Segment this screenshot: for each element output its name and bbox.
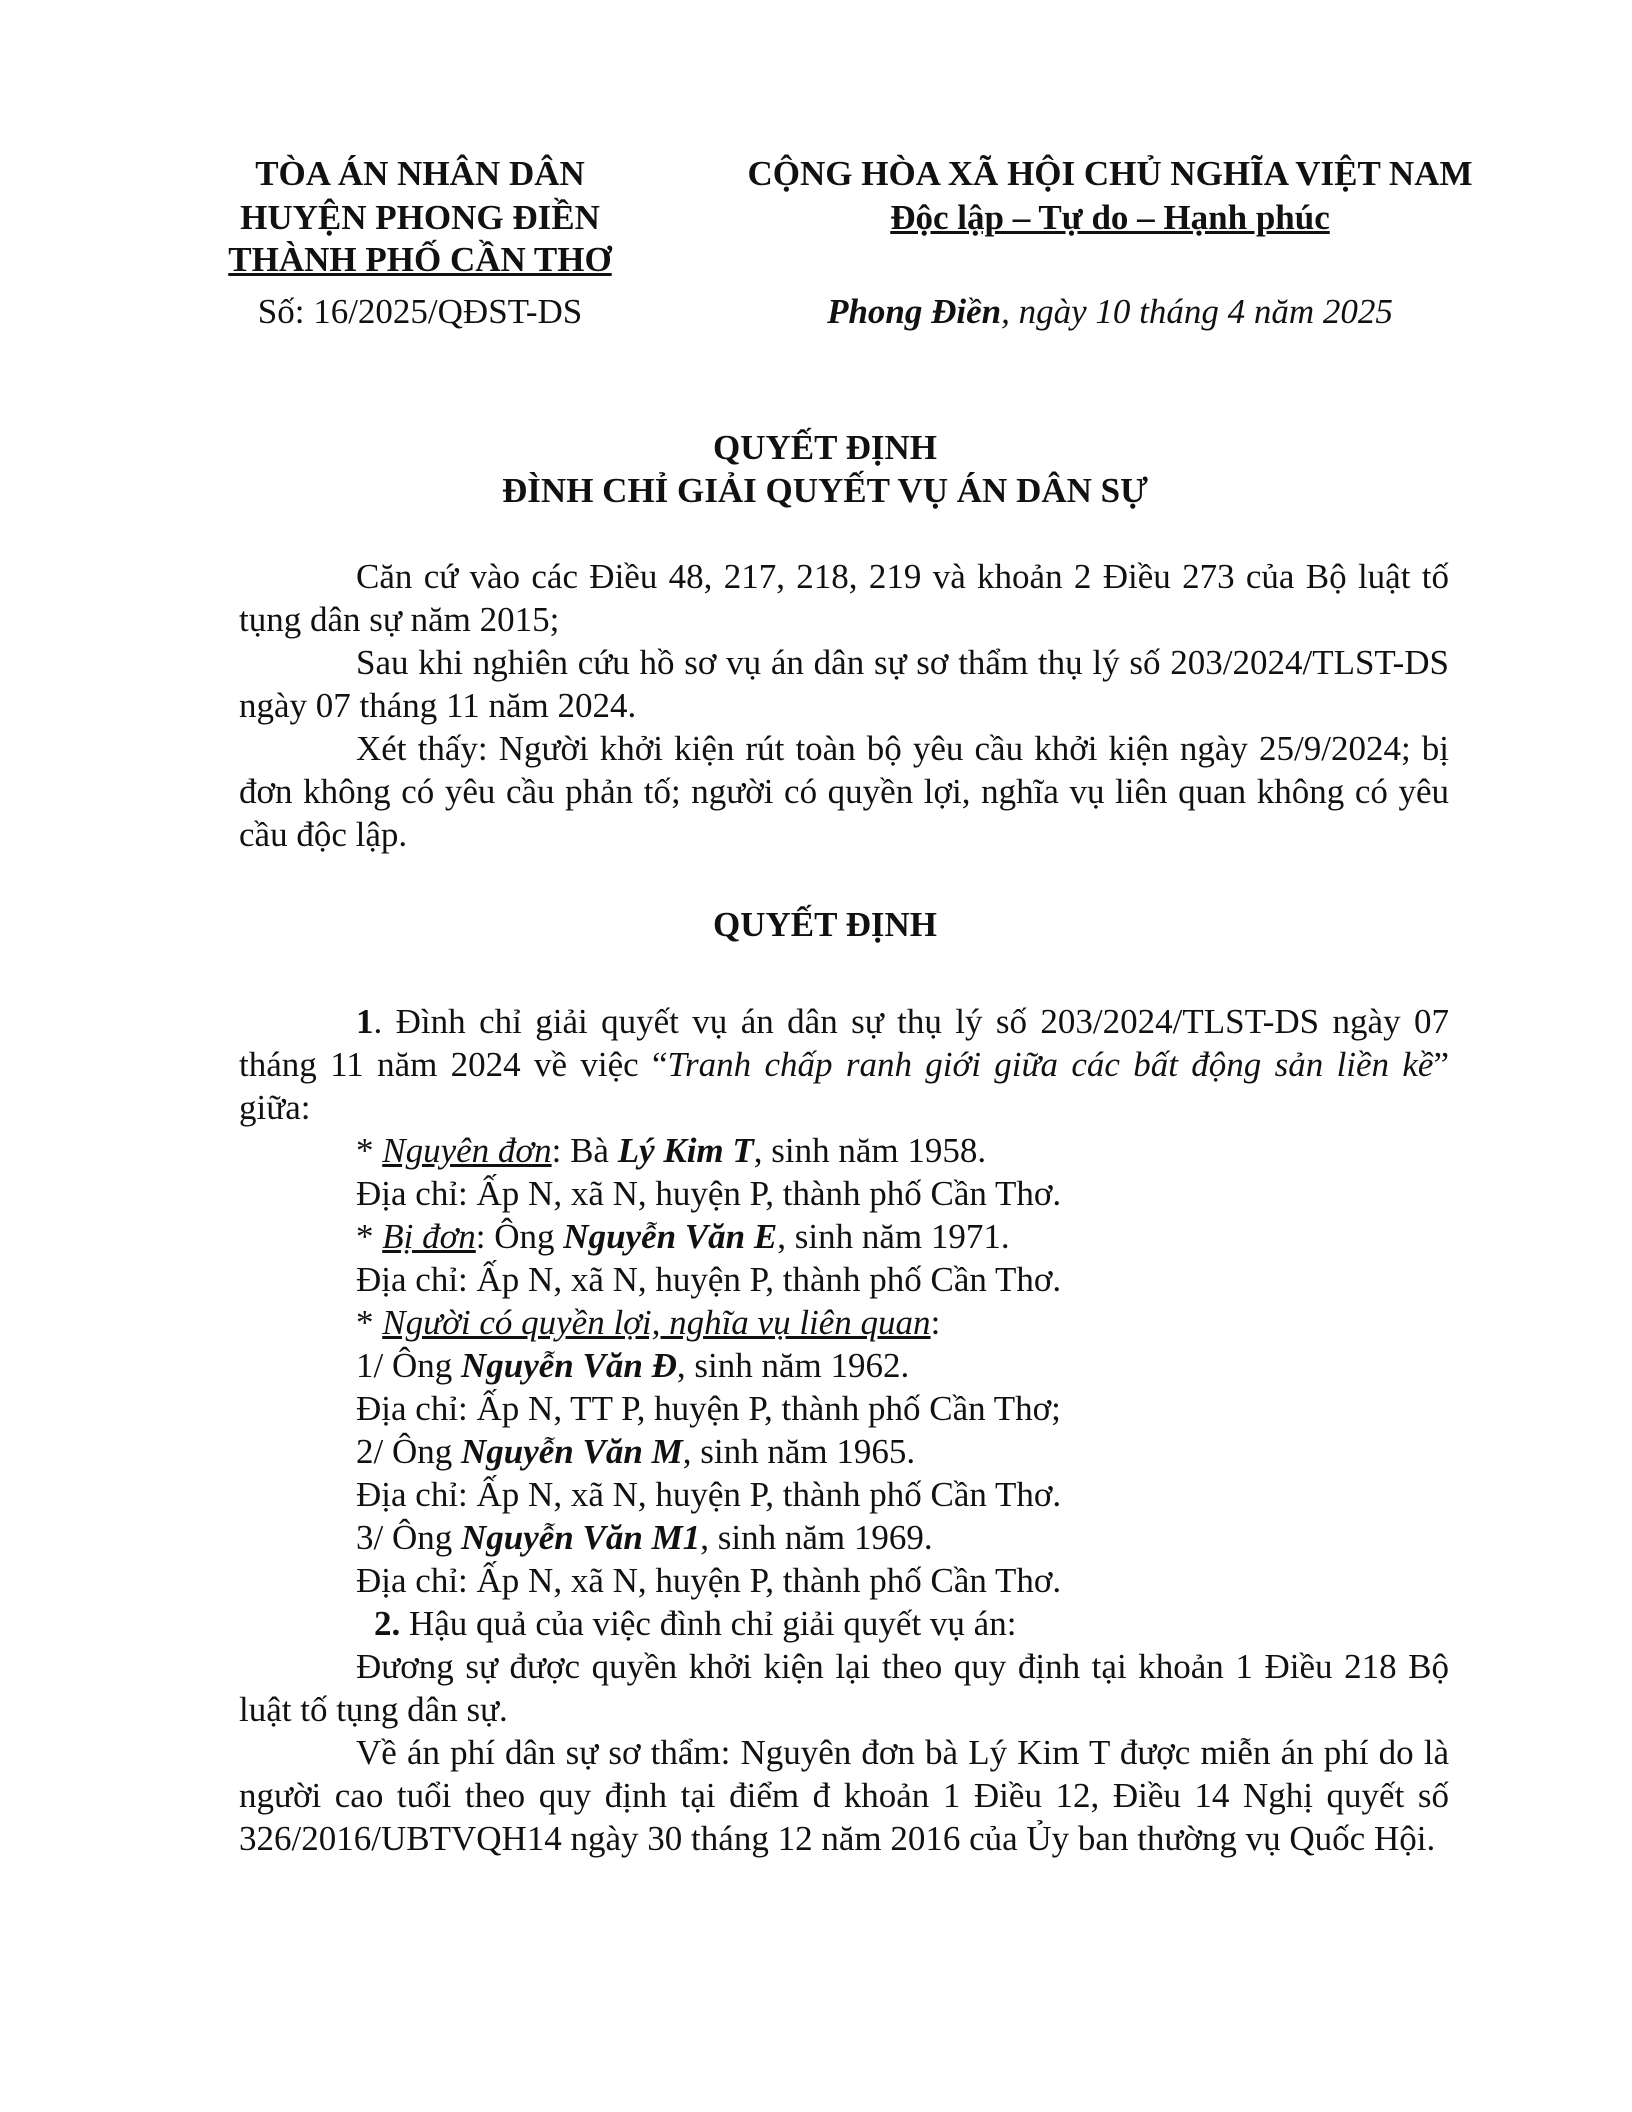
preamble-findings: Xét thấy: Người khởi kiện rút toàn bộ yêu cầu khởi kiện ngày 25/9/2024; bị đơn không có yêu cầu phản tố; người có quyền lợi, nghĩa vụ liên quan không có yêu cầu độc lập. xyxy=(239,729,1449,854)
defendant-address: Địa chỉ: Ấp N, xã N, huyện P, thành phố Cần Thơ. xyxy=(356,1260,1062,1299)
related-party-1-suffix: , sinh năm 1962. xyxy=(676,1346,910,1385)
court-name-line3-text: THÀNH PHỐ CẦN THƠ xyxy=(228,240,612,279)
issue-date: , ngày 10 tháng 4 năm 2025 xyxy=(1001,292,1393,331)
plaintiff-label: Nguyên đơn xyxy=(382,1131,552,1170)
defendant-name: Nguyễn Văn E xyxy=(563,1217,778,1256)
related-party-3 xyxy=(356,1516,933,1559)
item-1-number: 1 xyxy=(356,1002,374,1041)
plaintiff-address: Địa chỉ: Ấp N, xã N, huyện P, thành phố Cần Thơ. xyxy=(356,1174,1062,1213)
related-label: Người có quyền lợi, nghĩa vụ liên quan xyxy=(382,1303,931,1342)
related-party-2-prefix: 2/ Ông xyxy=(356,1432,461,1471)
item-1-text-a: . Đình chỉ giải quyết vụ án dân sự thụ lý số 203/2024/TLST-DS ngày 07 tháng 11 năm 2024 về việc “ xyxy=(239,1002,1449,1084)
preamble-case-review: Sau khi nghiên cứu hồ sơ vụ án dân sự sơ thẩm thụ lý số 203/2024/TLST-DS ngày 07 tháng 11 năm 2024. xyxy=(239,643,1449,725)
place-name: Phong Điền xyxy=(827,292,1002,331)
item-2-right-to-refile: Đương sự được quyền khởi kiện lại theo quy định tại khoản 1 Điều 218 Bộ luật tố tụng dân sự. xyxy=(239,1647,1449,1729)
item-2-number: 2. xyxy=(374,1604,401,1643)
decision-item-1 xyxy=(239,1000,1449,1129)
defendant-line: * Bị đơn: Ông Nguyễn Văn E, sinh năm 1971. xyxy=(356,1217,1010,1256)
related-party-2-name: Nguyễn Văn M xyxy=(461,1432,683,1471)
case-name: Tranh chấp ranh giới giữa các bất động sản liền kề xyxy=(667,1045,1434,1084)
related-party-2 xyxy=(356,1430,915,1473)
plaintiff-line: * Nguyên đơn: Bà Lý Kim T, sinh năm 1958. xyxy=(356,1131,987,1170)
related-party-3-address: Địa chỉ: Ấp N, xã N, huyện P, thành phố Cần Thơ. xyxy=(356,1561,1062,1600)
related-parties-heading: * Người có quyền lợi, nghĩa vụ liên quan: xyxy=(356,1303,941,1342)
related-party-1-prefix: 1/ Ông xyxy=(356,1346,461,1385)
related-party-2-address: Địa chỉ: Ấp N, xã N, huyện P, thành phố Cần Thơ. xyxy=(356,1475,1062,1514)
plaintiff-prefix: : Bà xyxy=(551,1131,618,1170)
related-party-3-name: Nguyễn Văn M1 xyxy=(461,1518,701,1557)
republic-name: CỘNG HÒA XÃ HỘI CHỦ NGHĨA VIỆT NAM xyxy=(747,154,1473,193)
defendant-prefix: : Ông xyxy=(475,1217,564,1256)
decision-heading: QUYẾT ĐỊNH xyxy=(713,905,937,944)
document-subtitle: ĐÌNH CHỈ GIẢI QUYẾT VỤ ÁN DÂN SỰ xyxy=(502,471,1148,510)
item-1-text-b: ” giữa: xyxy=(239,1045,1449,1127)
item-2-text: Hậu quả của việc đình chỉ giải quyết vụ án: xyxy=(400,1604,1017,1643)
related-party-1-address: Địa chỉ: Ấp N, TT P, huyện P, thành phố Cần Thơ; xyxy=(356,1389,1061,1428)
court-name-line2: HUYỆN PHONG ĐIỀN xyxy=(240,198,600,237)
related-party-3-suffix: , sinh năm 1969. xyxy=(700,1518,933,1557)
plaintiff-name: Lý Kim T xyxy=(617,1131,754,1170)
plaintiff-suffix: , sinh năm 1958. xyxy=(753,1131,987,1170)
court-name-line3 xyxy=(200,238,640,282)
defendant-label: Bị đơn xyxy=(382,1217,476,1256)
document-title: QUYẾT ĐỊNH xyxy=(713,428,937,467)
defendant-suffix: , sinh năm 1971. xyxy=(777,1217,1010,1256)
decision-number: Số: 16/2025/QĐST-DS xyxy=(257,292,583,331)
place-and-date xyxy=(700,290,1520,333)
related-party-1 xyxy=(356,1344,909,1387)
related-party-3-prefix: 3/ Ông xyxy=(356,1518,461,1557)
preamble-legal-basis: Căn cứ vào các Điều 48, 217, 218, 219 và khoản 2 Điều 273 của Bộ luật tố tụng dân sự năm 2015; xyxy=(239,557,1449,639)
related-party-1-name: Nguyễn Văn Đ xyxy=(461,1346,677,1385)
related-colon: : xyxy=(930,1303,941,1342)
national-motto-text: Độc lập – Tự do – Hạnh phúc xyxy=(890,198,1330,237)
court-name-line1: TÒA ÁN NHÂN DÂN xyxy=(255,154,585,193)
decision-item-2 xyxy=(374,1602,1016,1645)
item-2-court-fees: Về án phí dân sự sơ thẩm: Nguyên đơn bà Lý Kim T được miễn án phí do là người cao tuổi theo quy định tại điểm đ khoản 1 Điều 12, Điều 14 Nghị quyết số 326/2016/UBTVQH14 ngày 30 tháng 12 năm 2016 của Ủy ban thường vụ Quốc Hội. xyxy=(239,1733,1449,1858)
national-motto xyxy=(700,196,1520,240)
related-party-2-suffix: , sinh năm 1965. xyxy=(682,1432,916,1471)
